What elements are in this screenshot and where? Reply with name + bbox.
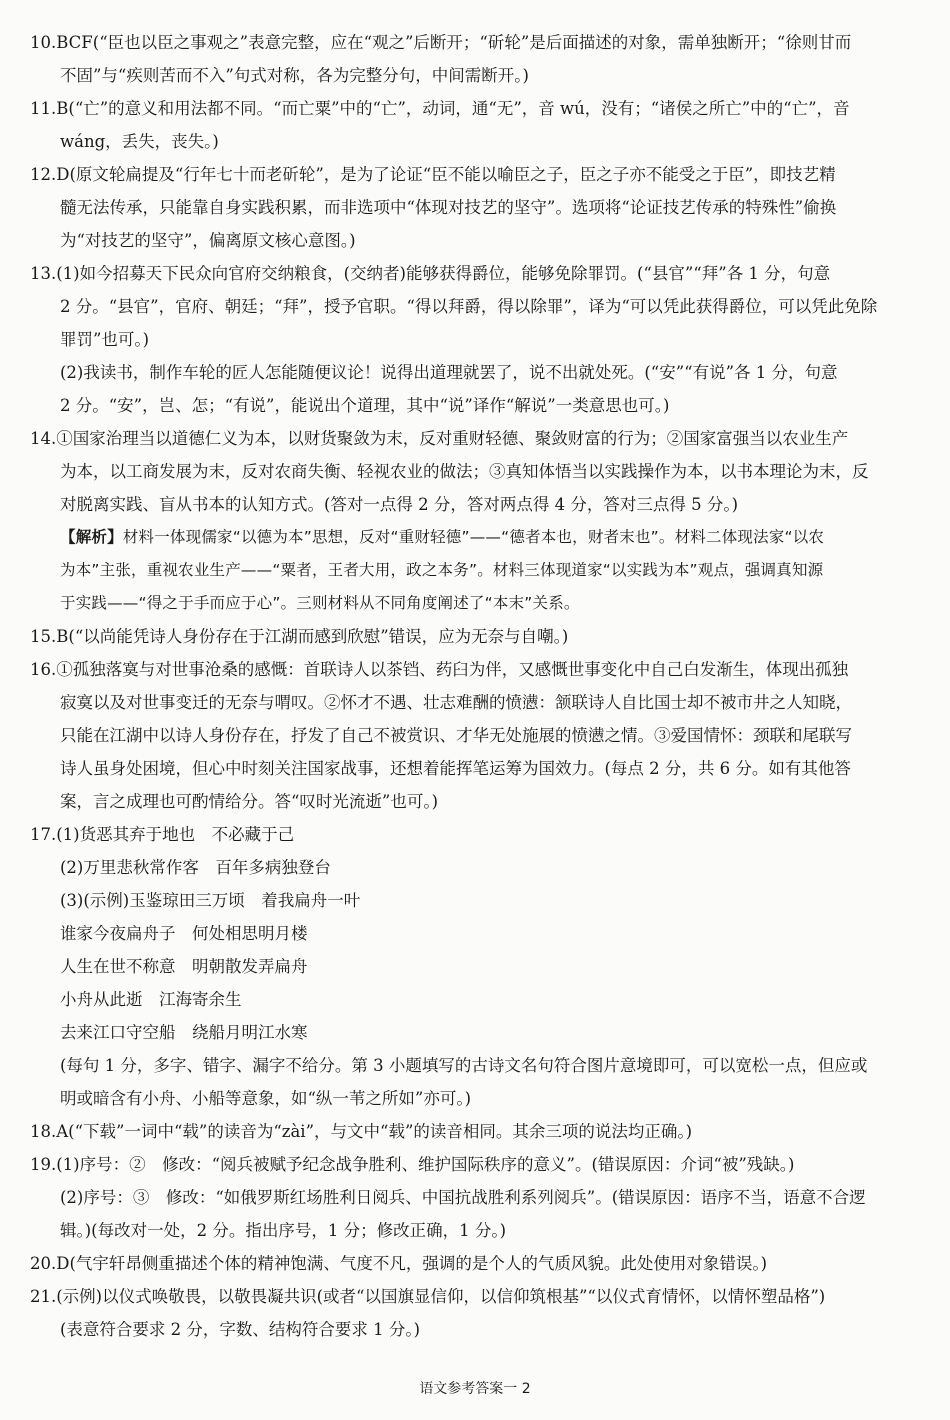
answer-first-line: 18.A(“下载”一词中“载”的读音为“zài”，与文中“载”的读音相同。其余三项的说法均正确。) — [30, 1122, 693, 1141]
answer-number: 15. — [30, 627, 57, 646]
analysis-line: 为本”主张，重视农业生产——“粟者，王者大用，政之本务”。材料三体现道家“以实践为本”观点，强调真知源 — [60, 561, 824, 579]
answer-subline: (2)序号：③ 修改：“如俄罗斯红场胜利日阅兵、中国抗战胜利系列阅兵”。(错误原因：语序不当，语意不合逻 — [60, 1188, 866, 1207]
answer-subline: 去来江口守空船 绕船月明江水寒 — [60, 1023, 308, 1042]
answer-item — [30, 653, 925, 818]
answer-line: 为本，以工商发展为末，反对农商失衡、轻视农业的做法；③真知体悟当以实践操作为本，以书本理论为末，反 — [60, 462, 869, 481]
answer-first-line: 13.(1)如今招募天下民众向官府交纳粮食，(交纳者)能够获得爵位，能够免除罪罚。(“县官”“拜”各 1 分，句意 — [30, 264, 831, 283]
answer-first-line: 16.①孤独落寞与对世事沧桑的感慨：首联诗人以茶铛、药臼为伴，又感慨世事变化中自己白发渐生，体现出孤独 — [30, 660, 849, 679]
answer-line: 为“对技艺的坚守”，偏离原文核心意图。) — [60, 231, 356, 250]
answer-item — [30, 257, 925, 422]
answer-item — [30, 26, 925, 92]
answer-line: 案，言之成理也可酌情给分。答“叹时光流逝”也可。) — [60, 792, 439, 811]
answer-first-line: 15.B(“以尚能凭诗人身份存在于江湖而感到欣慰”错误，应为无奈与自嘲。) — [30, 627, 569, 646]
answer-line: 只能在江湖中以诗人身份存在，抒发了自己不被赏识、才华无处施展的愤懑之情。③爱国情怀：颈联和尾联写 — [60, 726, 852, 745]
answer-item — [30, 1148, 925, 1247]
answer-line: 诗人虽身处困境，但心中时刻关注国家战事，还想着能挥笔运筹为国效力。(每点 2 分，共 6 分。如有其他答 — [60, 759, 851, 778]
answer-first-line: 12.D(原文轮扁提及“行年七十而老斫轮”，是为了论证“臣不能以喻臣之子，臣之子亦不能受之于臣”，即技艺精 — [30, 165, 836, 184]
answer-item — [30, 158, 925, 257]
answer-list — [30, 26, 925, 1346]
answer-first-line: 17.(1)货恶其弃于地也 不必藏于己 — [30, 825, 295, 844]
answer-item — [30, 422, 925, 521]
answer-subline: 2 分。“安”，岂、怎；“有说”，能说出个道理，其中“说”译作“解说”一类意思也可。) — [60, 396, 670, 415]
answer-number: 17. — [30, 825, 57, 844]
answer-first-line: 11.B(“亡”的意义和用法都不同。“而亡粟”中的“亡”，动词，通“无”，音 wú，没有；“诸侯之所亡”中的“亡”，音 — [30, 99, 850, 118]
answer-line: 2 分。“县官”，官府、朝廷；“拜”，授予官职。“得以拜爵，得以除罪”，译为“可以凭此获得爵位，可以凭此免除 — [60, 297, 878, 316]
answer-line: wáng，丢失，丧失。) — [60, 132, 219, 151]
answer-number: 10. — [30, 33, 57, 52]
answer-subline: 人生在世不称意 明朝散发弄扁舟 — [60, 957, 308, 976]
answer-number: 12. — [30, 165, 57, 184]
analysis-block — [30, 521, 925, 620]
answer-first-line: 10.BCF(“臣也以臣之事观之”表意完整，应在“观之”后断开；“斫轮”是后面描述的对象，需单独断开；“徐则甘而 — [30, 33, 852, 52]
analysis-line: 于实践——“得之于手而应于心”。三则材料从不同角度阐述了“本末”关系。 — [60, 594, 580, 612]
analysis-tag: 【解析】 — [60, 528, 123, 546]
answer-number: 20. — [30, 1254, 57, 1273]
answer-subline: (2)我读书，制作车轮的匠人怎能随便议论！说得出道理就罢了，说不出就处死。(“安”“有说”各 1 分，句意 — [60, 363, 838, 382]
answer-subline: (2)万里悲秋常作客 百年多病独登台 — [60, 858, 331, 877]
answer-subline: 小舟从此逝 江海寄余生 — [60, 990, 242, 1009]
answer-item — [30, 92, 925, 158]
answer-subline: 谁家今夜扁舟子 何处相思明月楼 — [60, 924, 308, 943]
answer-item — [30, 1280, 925, 1346]
analysis-line: 【解析】材料一体现儒家“以德为本”思想，反对“重财轻德”——“德者本也，财者末也”。材料二体现法家“以农 — [60, 528, 825, 546]
answer-item — [30, 818, 925, 1115]
answer-number: 11. — [30, 99, 57, 118]
answer-subline: (每句 1 分，多字、错字、漏字不给分。第 3 小题填写的古诗文名句符合图片意境即可，可以宽松一点，但应或 — [60, 1056, 868, 1075]
answer-first-line: 20.D(气宇轩昂侧重描述个体的精神饱满、气度不凡，强调的是个人的气质风貌。此处使用对象错误。) — [30, 1254, 768, 1273]
answer-subline: 辑。)(每改对一处，2 分。指出序号，1 分；修改正确，1 分。) — [60, 1221, 507, 1240]
answer-number: 16. — [30, 660, 57, 679]
answer-first-line: 21.(示例)以仪式唤敬畏，以敬畏凝共识(或者“以国旗显信仰，以信仰筑根基”“以仪式育情怀，以情怀塑品格”) — [30, 1287, 826, 1306]
answer-item — [30, 620, 925, 653]
answer-number: 14. — [30, 429, 57, 448]
answer-line: 罪罚”也可。) — [60, 330, 150, 349]
answer-number: 21. — [30, 1287, 57, 1306]
answer-number: 19. — [30, 1155, 57, 1174]
answer-first-line: 19.(1)序号：② 修改：“阅兵被赋予纪念战争胜利、维护国际秩序的意义”。(错误原因：介词“被”残缺。) — [30, 1155, 795, 1174]
answer-subline: (3)(示例)玉鉴琼田三万顷 着我扁舟一叶 — [60, 891, 361, 910]
answer-line: 不固”与“疾则苦而不入”句式对称，各为完整分句，中间需断开。) — [60, 66, 529, 85]
answer-subline: (表意符合要求 2 分，字数、结构符合要求 1 分。) — [60, 1320, 421, 1339]
answer-line: 对脱离实践、盲从书本的认知方式。(答对一点得 2 分，答对两点得 4 分，答对三点得 5 分。) — [60, 495, 739, 514]
answer-number: 13. — [30, 264, 57, 283]
answer-subline: 明或暗含有小舟、小船等意象，如“纵一苇之所如”亦可。) — [60, 1089, 472, 1108]
answer-line: 寂寞以及对世事变迁的无奈与喟叹。②怀才不遇、壮志难酬的愤懑：颔联诗人自比国士却不被市井之人知晓， — [60, 693, 852, 712]
answer-item — [30, 1247, 925, 1280]
answer-first-line: 14.①国家治理当以道德仁义为本，以财货聚敛为末，反对重财轻德、聚敛财富的行为；②国家富强当以农业生产 — [30, 429, 849, 448]
answer-line: 髓无法传承，只能靠自身实践积累，而非选项中“体现对技艺的坚守”。选项将“论证技艺传承的特殊性”偷换 — [60, 198, 837, 217]
page-footer: 语文参考答案一 2 — [419, 1381, 531, 1397]
answer-number: 18. — [30, 1122, 57, 1141]
answer-item — [30, 1115, 925, 1148]
